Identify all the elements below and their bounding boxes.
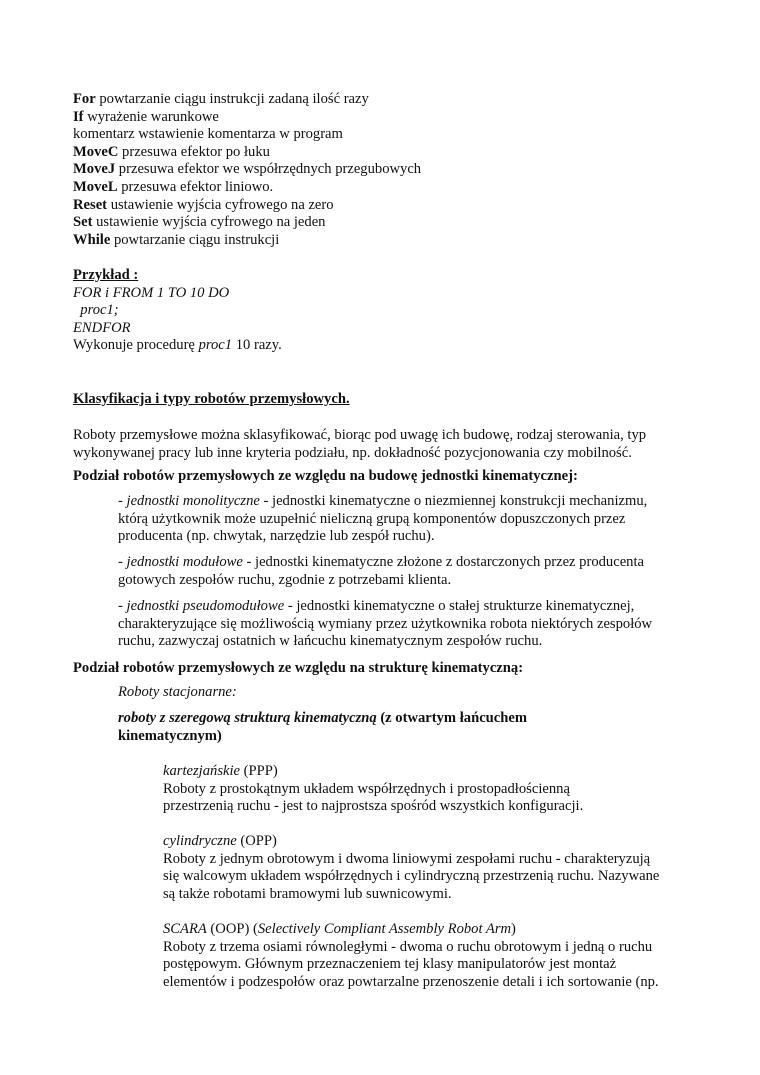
build-item: - jednostki pseudomodułowe - jednostki kinematyczne o stałej strukturze kinematycznej, charakteryzujące się możliwością wymiany przez użytkownika robota niektórych zespołów ruchu, zazwyczaj ostatnich w łańcuchu kinematycznym zespołów ruchu. [118,598,653,650]
example-result: Wykonuje procedurę proc1 10 razy. [73,337,282,354]
config-scara: SCARA (OOP) (Selectively Compliant Assembly Robot Arm) Roboty z trzema osiami równoległymi - dwoma o ruchu obrotowym i jedną o ruchu postępowym. Głównym przeznaczeniem tej klasy manipulatorów jest montaż elementów i podzespołów oraz powtarzalne przenoszenie detali i ich sortowanie (np. [163,921,659,990]
build-term: jednostki pseudomodułowe [126,598,285,614]
config-name: SCARA [163,921,207,937]
keyword-term: While [73,231,111,248]
keyword-item [73,197,421,215]
keyword-desc: przesuwa efektor po łuku [118,143,270,160]
intro-line: Roboty przemysłowe można sklasyfikować, biorąc pod uwagę ich budowę, rodzaj sterowania, typ [73,427,647,443]
stationary-label: Roboty stacjonarne: [118,684,237,700]
keyword-desc: przesuwa efektor we współrzędnych przegubowych [115,161,422,178]
build-term: jednostki modułowe [126,554,243,570]
code-line: ENDFOR [73,319,131,336]
keyword-term: MoveC [73,143,119,160]
code-line: proc1; [73,302,119,319]
serial-heading: roboty z szeregową strukturą kinematyczną (z otwartym łańcuchem kinematycznym) [118,710,528,744]
code-line: FOR i FROM 1 TO 10 DO [73,284,230,301]
section-title: Klasyfikacja i typy robotów przemysłowych. [73,391,350,407]
keyword-term: komentarz [73,126,135,143]
intro-paragraph [73,427,646,462]
keyword-item [73,232,421,250]
keyword-desc: ustawienie wyjścia cyfrowego na zero [107,196,334,213]
intro-line: wykonywanej pracy lub inne kryteria podziału, np. dokładność pozycjonowania czy mobilność. [73,444,632,461]
keyword-item [73,91,421,109]
example-block [73,267,282,355]
keyword-list [73,91,421,249]
keyword-desc: przesuwa efektor liniowo. [117,178,274,195]
build-term: jednostki monolityczne [126,493,260,509]
keyword-desc: powtarzanie ciągu instrukcji zadaną ilość razy [95,91,369,107]
build-item: - jednostki modułowe - jednostki kinematyczne złożone z dostarczonych przez producenta gotowych zespołów ruchu, zgodnie z potrzebami klienta. [118,554,645,588]
config-cartesian: kartezjańskie (PPP) Roboty z prostokątnym układem współrzędnych i prostopadłościenną przestrzenią ruchu - jest to najprostsza spośród wszystkich konfiguracji. [163,763,584,815]
keyword-item [73,126,421,144]
keyword-item [73,161,421,179]
keyword-item [73,109,421,127]
keyword-term: Set [73,214,93,231]
keyword-item [73,179,421,197]
keyword-term: MoveJ [73,161,116,178]
keyword-item [73,144,421,162]
keyword-desc: ustawienie wyjścia cyfrowego na jeden [92,214,326,231]
keyword-item [73,214,421,232]
config-name: cylindryczne [163,833,237,849]
config-cylindrical: cylindryczne (OPP) Roboty z jednym obrotowym i dwoma liniowymi zespołami ruchu - charakteryzują się walcowym układem współrzędnych i cylindryczną przestrzenią ruchu. Nazywane są także robotami bramowymi lub suwnicowymi. [163,833,660,902]
heading-kinematic: Podział robotów przemysłowych ze względu na strukturę kinematyczną: [73,660,524,676]
keyword-desc: powtarzanie ciągu instrukcji [110,231,280,248]
keyword-term: For [73,91,96,107]
keyword-term: MoveL [73,178,118,195]
keyword-desc: wstawienie komentarza w program [134,126,343,143]
example-heading: Przykład : [73,267,139,283]
keyword-term: Reset [73,196,108,213]
keyword-desc: wyrażenie warunkowe [83,108,219,125]
keyword-term: If [73,108,84,125]
heading-build: Podział robotów przemysłowych ze względu na budowę jednostki kinematycznej: [73,468,578,484]
build-item: - jednostki monolityczne - jednostki kinematyczne o niezmiennej konstrukcji mechanizmu, którą użytkownik może uzupełnić nieliczną grupą komponentów dopuszczonych przez producenta (np. chwytak, narzędzie lub zespół ruchu). [118,493,648,545]
config-name: kartezjańskie [163,763,241,779]
